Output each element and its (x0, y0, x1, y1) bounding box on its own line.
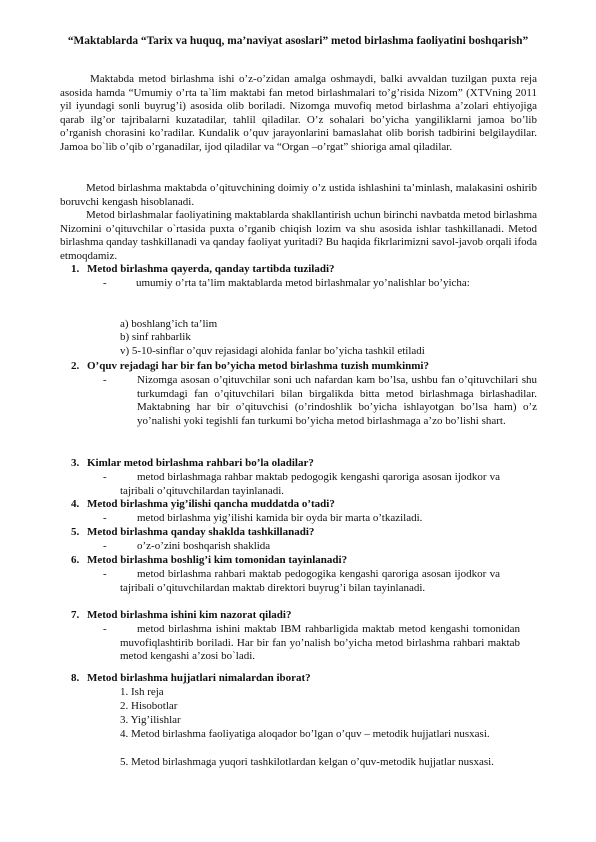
question-6 (71, 554, 347, 568)
question-text: Metod birlashma yig’ilishi qancha muddatda o’tadi? (87, 498, 335, 510)
paragraph-council: Metod birlashma maktabda o’qituvchining doimiy o’z ustida ishlashini ta’minlash, malakasini oshirib boruvchi kengash hisoblanadi. (60, 182, 537, 208)
answer-3: metod birlashmaga rahbar maktab pedogogik kengashi qaroriga asosan ijodkor va tajribali o’qituvchilardan tayinlanadi. (120, 471, 500, 497)
question-text: Metod birlashma hujjatlari nimalardan iborat? (87, 672, 311, 684)
question-3 (71, 457, 314, 471)
question-5 (71, 526, 314, 540)
question-number: 7. (71, 609, 80, 621)
question-8 (71, 672, 311, 686)
question-number: 5. (71, 526, 80, 538)
answer-6: metod birlashma rahbari maktab pedogogika kengashi qaroriga asosan ijodkor va tajribali o’qituvchilardan maktab direktori buyrug’i bilan tayinlanadi. (120, 568, 500, 594)
question-number: 4. (71, 498, 80, 510)
dash-bullet: - (103, 277, 107, 289)
question-text: Metod birlashma qayerda, qanday tartibda tuziladi? (87, 263, 335, 275)
q8-list-item: 1. Ish reja (120, 686, 164, 698)
paragraph-organization: Metod birlashmalar faoliyatining maktablarda shakllantirish uchun birinchi navbatda metod birlashma Nizomini o’qituvchilar o`rtasida puxta o’rganib chiqish lozim va shu asosida ishlar tashkillanadi. Metod birlashma qanday tashkillanadi va qanday faoliyat yuritadi? Bu haqida fikrlarimizni savol-javob orqali ifoda etmoqdamiz. (60, 209, 537, 262)
answer-4: metod birlashma yig’ilishi kamida bir oyda bir marta o’tkaziladi. (137, 512, 423, 524)
question-number: 3. (71, 457, 80, 469)
question-2 (71, 360, 429, 374)
q8-list-item: 3. Yig’ilishlar (120, 714, 181, 726)
q1-sublist-item: b) sinf rahbarlik (120, 331, 191, 343)
question-number: 1. (71, 263, 80, 275)
intro-paragraph: Maktabda metod birlashma ishi o’z-o’zidan amalga oshmaydi, balki avvaldan tuzilgan puxta reja asosida hamda “Umumiy o’rta ta`lim maktabi fan metod birlashmalari to’g’risida Nizom” (XTVning 2011 yil iyundagi sonli buyrug’i) asosida olib boriladi. Nizomga muvofiq metod birlashma a’zolari ehtiyojiga qarab ilg’or tajribalarni kuzatadilar, tahlil qiladilar. O’z sohalari bo’yicha yangiliklarni jamoa bo’lib o’rganish chorasini ko’radilar. Kundalik o’quv jarayonlarini bamaslahat olib borish tadbirini belgilaydilar. Jamoa bo`lib o’qib o’rganadilar, ijod qiladilar va “Organ –o’rgat” shioriga amal qiladilar. (60, 73, 537, 153)
dash-bullet: - (103, 568, 107, 580)
question-text: Metod birlashma boshlig’i kim tomonidan tayinlanadi? (87, 554, 348, 566)
answer-7: metod birlashma ishini maktab IBM rahbarligida maktab metod kengashi tomonidan muvofiqlashtirib boriladi. Har bir fan yo’nalish bo’yicha metod birlashma rahbari maktab metod kengashi a’zosi bo`ladi. (120, 623, 520, 663)
question-text: Metod birlashma ishini kim nazorat qiladi? (87, 609, 292, 621)
dash-bullet: - (103, 471, 107, 483)
question-number: 8. (71, 672, 80, 684)
document-title: “Maktablarda “Tarix va huquq, ma’naviyat asoslari” metod birlashma faoliyatini boshqarish” (67, 35, 529, 47)
question-number: 6. (71, 554, 80, 566)
question-7 (71, 609, 291, 623)
answer-5: o’z-o’zini boshqarish shaklida (137, 540, 271, 552)
dash-bullet: - (103, 374, 107, 386)
q8-list-item: 2. Hisobotlar (120, 700, 178, 712)
q1-sublist-item: a) boshlang’ich ta’lim (120, 318, 218, 330)
answer-2: Nizomga asosan o’qituvchilar soni uch nafardan kam bo’lsa, ushbu fan o’qituvchilari shu turkumdagi fan o’qituvchilari bilan birgalikda bitta metod birlashmaga birlashadilar. Maktabning har bir o’qituvchisi (o’rindoshlik bo’yicha ishlayotgan bo’lsa ham) o’z yo’nalishi yoki tegishli fan turkumi bo’yicha metod birlashmaga a’zo bo’lishi shart. (137, 374, 537, 427)
answer-1: umumiy o’rta ta’lim maktablarda metod birlashmalar yo’nalishlar bo’yicha: (136, 277, 470, 289)
question-number: 2. (71, 360, 80, 372)
question-text: Kimlar metod birlashma rahbari bo’la oladilar? (87, 457, 314, 469)
question-text: O’quv rejadagi har bir fan bo’yicha metod birlashma tuzish mumkinmi? (87, 360, 429, 372)
q1-sublist-item: v) 5-10-sinflar o’quv rejasidagi alohida fanlar bo’yicha tashkil etiladi (120, 345, 425, 357)
dash-bullet: - (103, 512, 107, 524)
dash-bullet: - (103, 623, 107, 635)
q8-list-item: 5. Metod birlashmaga yuqori tashkilotlardan kelgan o’quv-metodik hujjatlar nusxasi. (120, 756, 494, 768)
question-4 (71, 498, 335, 512)
question-text: Metod birlashma qanday shaklda tashkillanadi? (87, 526, 315, 538)
q8-list-item: 4. Metod birlashma faoliyatiga aloqador bo’lgan o’quv – metodik hujjatlari nusxasi. (120, 728, 490, 740)
dash-bullet: - (103, 540, 107, 552)
question-1 (71, 263, 335, 277)
